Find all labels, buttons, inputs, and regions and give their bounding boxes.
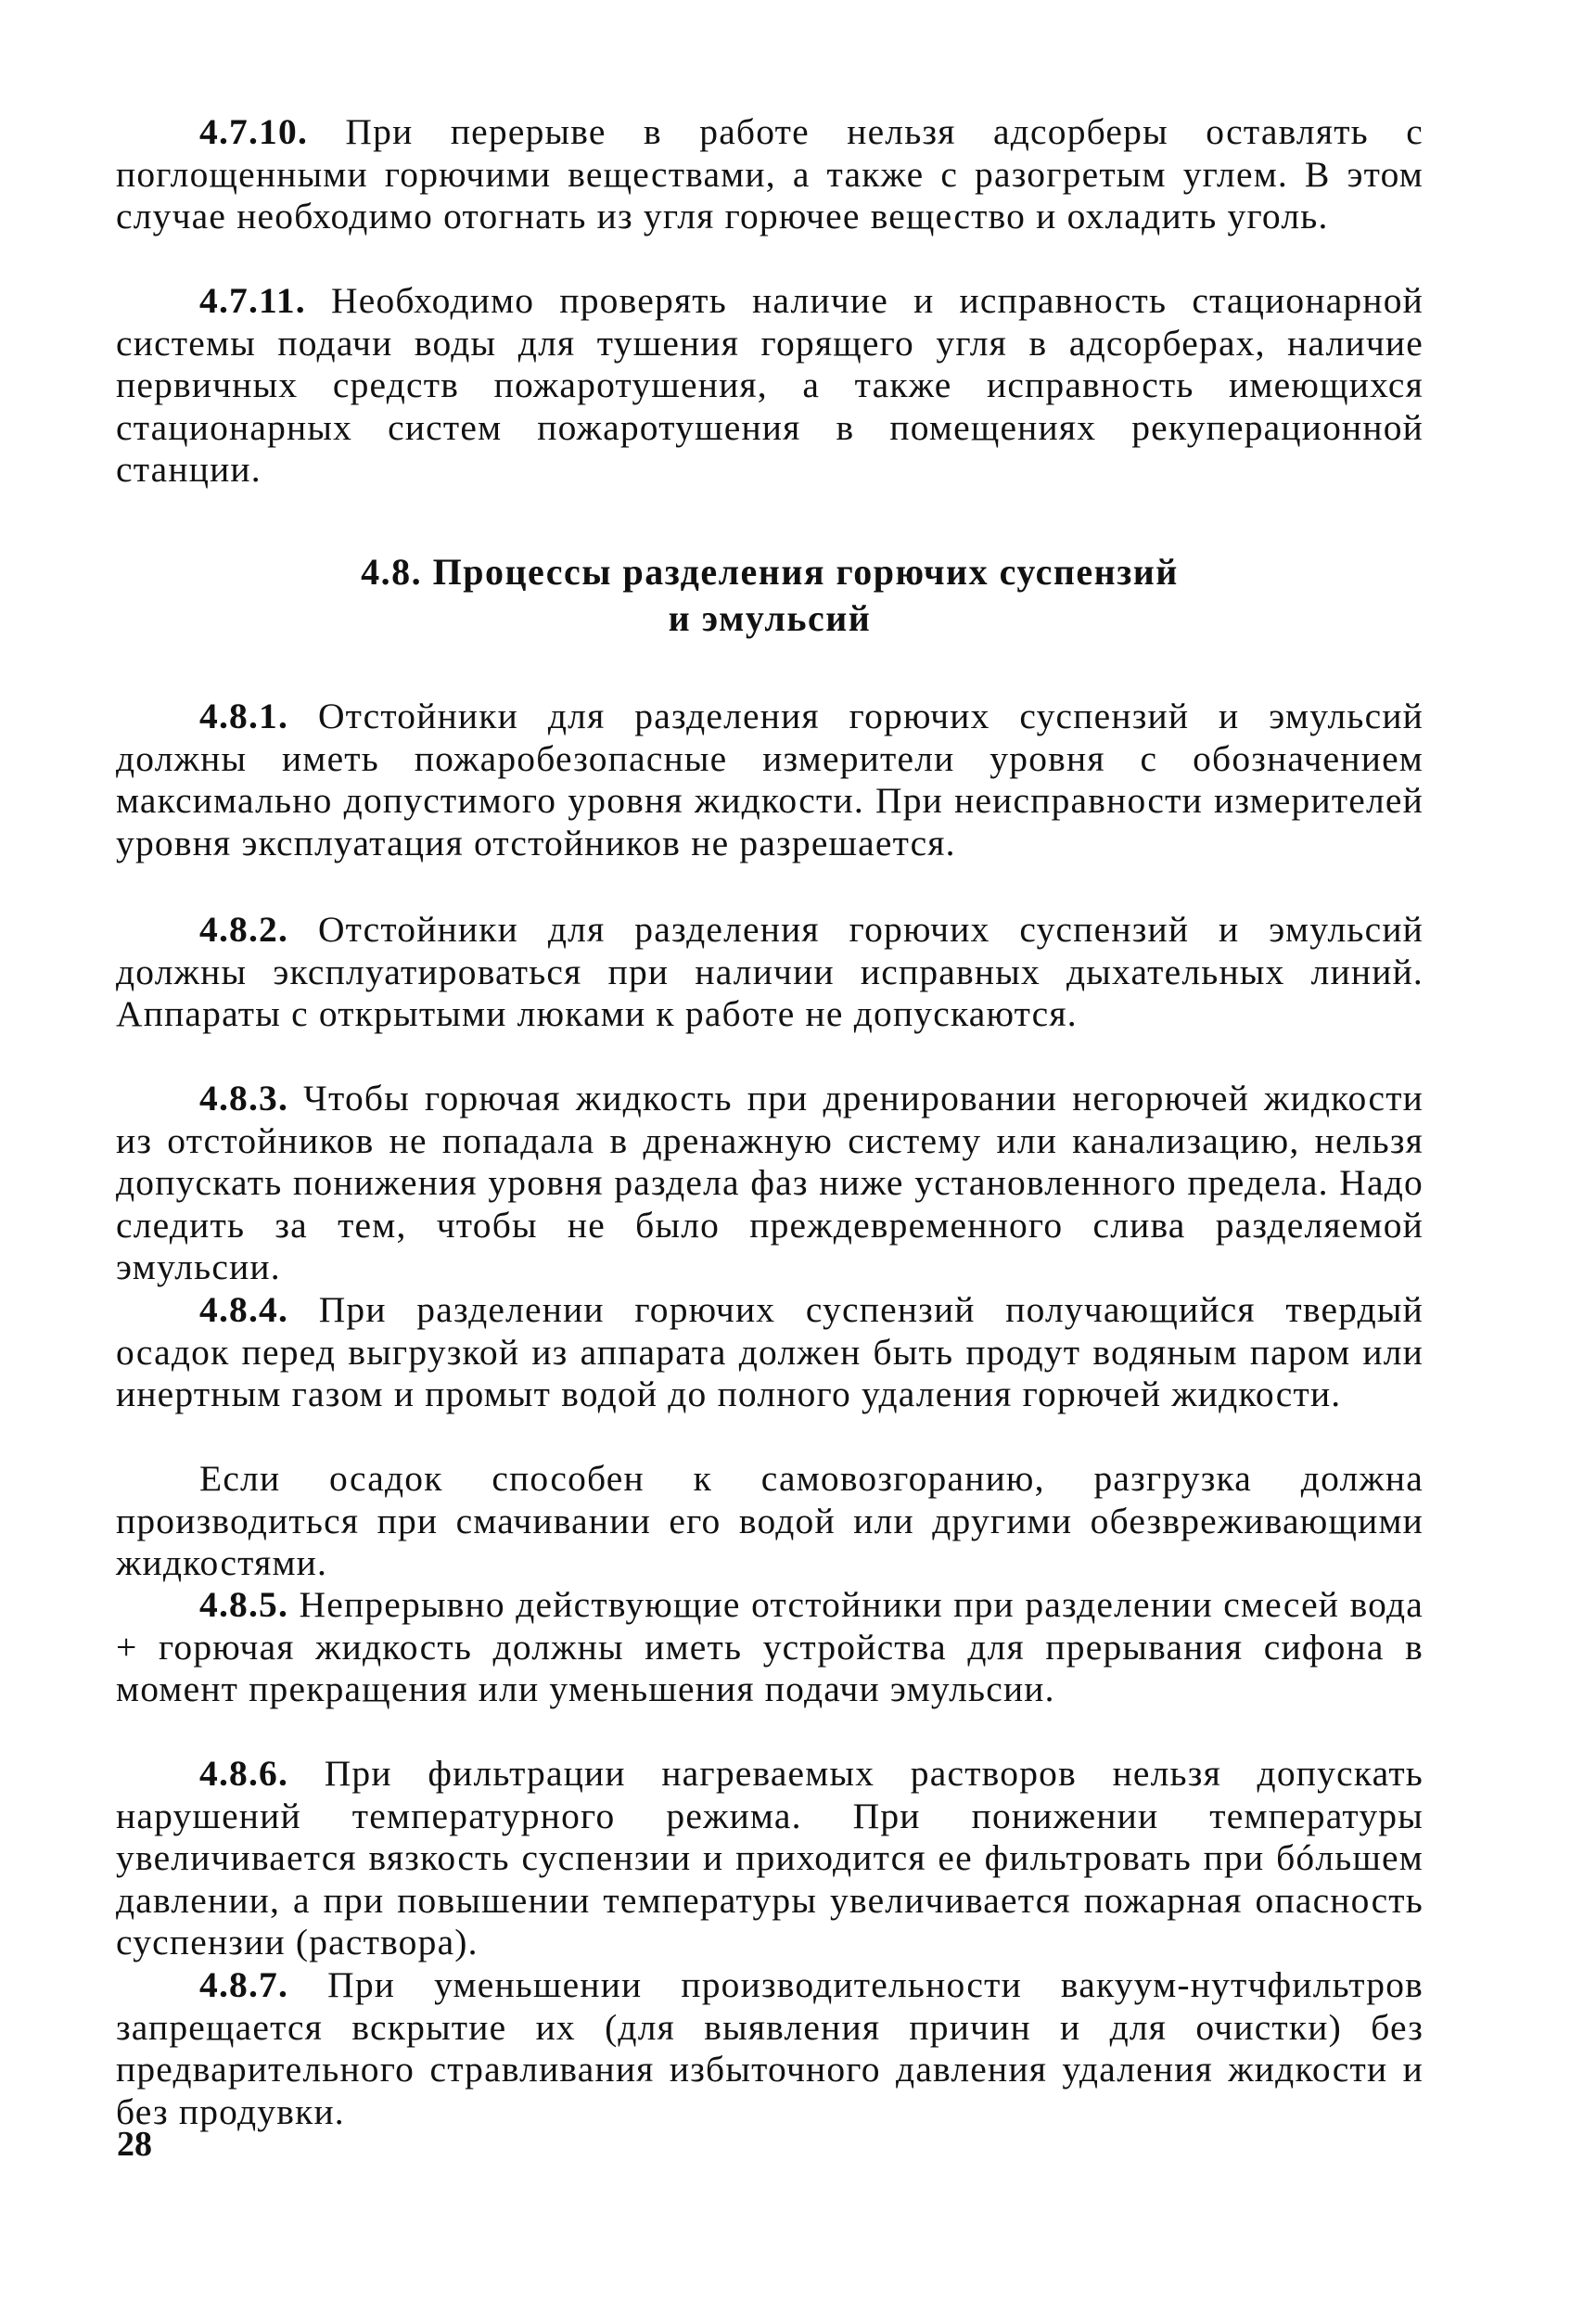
- paragraph-text: При уменьшении производительности вакуум-нутчфильтров запрещается вскрытие их (для выявления причин и для очистки) без предварительного стравливания избыточного давления удаления жидкости и без продувки.: [116, 1964, 1424, 2132]
- section-heading-line-2: и эмульсий: [668, 597, 872, 639]
- paragraph-4-8-7: [116, 1964, 1424, 2133]
- paragraph-4-8-5: [116, 1584, 1424, 1711]
- paragraph-text: При разделении горючих суспензий получающийся твердый осадок перед выгрузкой из аппарата должен быть продут водяным паром или инертным газом и промыт водой до полного удаления горючей жидкости.: [116, 1289, 1424, 1414]
- paragraph-number: 4.7.10.: [199, 111, 309, 152]
- paragraph-text: Чтобы горючая жидкость при дренировании негорючей жидкости из отстойников не попадала в дренажную систему или канализацию, нельзя допускать понижения уровня раздела фаз ниже установленного предела. Надо следить за тем, чтобы не было преждевременного слива разделяемой эмульсии.: [116, 1078, 1424, 1287]
- paragraph-number: 4.7.11.: [199, 280, 306, 321]
- paragraph-text: При перерыве в работе нельзя адсорберы оставлять с поглощенными горючими веществами, а также с разогретым углем. В этом случае необходимо отогнать из угля горючее вещество и охладить уголь.: [116, 111, 1424, 237]
- section-heading-line-1: 4.8. Процессы разделения горючих суспензий: [361, 551, 1179, 593]
- paragraph-number: 4.8.5.: [199, 1584, 289, 1625]
- paragraph-4-7-10: [116, 111, 1424, 238]
- paragraph-4-8-4: [116, 1289, 1424, 1416]
- paragraph-text: Отстойники для разделения горючих суспензий и эмульсий должны иметь пожаробезопасные измерители уровня с обозначением максимально допустимого уровня жидкости. При неисправности измерителей уровня эксплуатация отстойников не разрешается.: [116, 696, 1424, 863]
- paragraph-4-8-1: [116, 696, 1424, 864]
- paragraph-text: Непрерывно действующие отстойники при разделении смесей вода + горючая жидкость должны иметь устройства для прерывания сифона в момент прекращения или уменьшения подачи эмульсии.: [116, 1584, 1424, 1709]
- paragraph-4-7-11: [116, 280, 1424, 492]
- paragraph-continuation: [116, 1458, 1424, 1585]
- paragraph-text: Отстойники для разделения горючих суспензий и эмульсий должны эксплуатироваться при наличии исправных дыхательных линий. Аппараты с открытыми люками к работе не допускаются.: [116, 909, 1424, 1034]
- paragraph-text: Необходимо проверять наличие и исправность стационарной системы подачи воды для тушения горящего угля в адсорберах, наличие первичных средств пожаротушения, а также исправность имеющихся стационарных систем пожаротушения в помещениях рекуперационной станции.: [116, 280, 1424, 490]
- paragraph-text: Если осадок способен к самовозгоранию, разгрузка должна производиться при смачивании его водой или другими обезвреживающими жидкостями.: [116, 1458, 1424, 1583]
- paragraph-4-8-2: [116, 909, 1424, 1036]
- paragraph-number: 4.8.4.: [199, 1289, 289, 1330]
- paragraph-4-8-3: [116, 1078, 1424, 1289]
- paragraph-number: 4.8.3.: [199, 1078, 289, 1119]
- paragraph-number: 4.8.6.: [199, 1753, 289, 1794]
- section-heading: [116, 549, 1424, 642]
- paragraph-number: 4.8.2.: [199, 909, 289, 950]
- paragraph-4-8-6: [116, 1753, 1424, 1964]
- paragraph-number: 4.8.1.: [199, 696, 289, 736]
- page-number: 28: [117, 2125, 152, 2164]
- paragraph-number: 4.8.7.: [199, 1964, 289, 2005]
- paragraph-text: При фильтрации нагреваемых растворов нельзя допускать нарушений температурного режима. При понижении температуры увеличивается вязкость суспензии и приходится ее фильтровать при бóльшем давлении, а при повышении температуры увеличивается пожарная опасность суспензии (раствора).: [116, 1753, 1424, 1962]
